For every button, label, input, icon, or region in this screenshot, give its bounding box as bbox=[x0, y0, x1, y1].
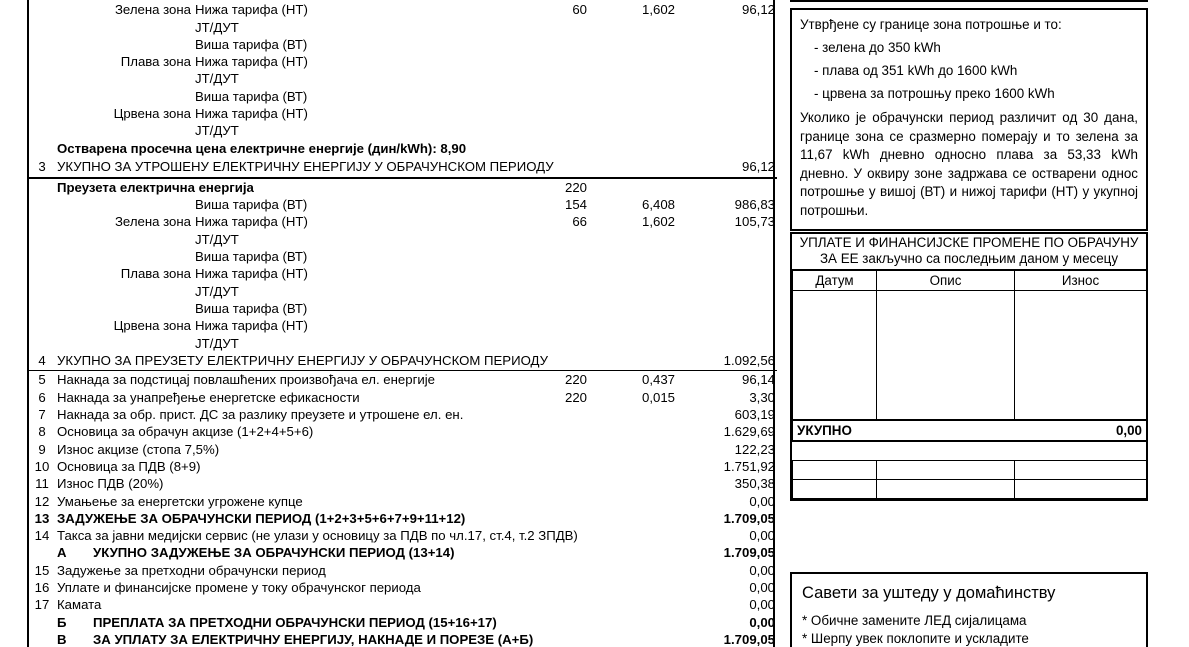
tip-item: * Обичне замените ЛЕД сијалицама bbox=[802, 613, 1027, 628]
table-row bbox=[29, 88, 777, 105]
summary-label: ПРЕПЛАТА ЗА ПРЕТХОДНИ ОБРАЧУНСКИ ПЕРИОД (15+16+17) bbox=[93, 614, 497, 630]
row-desc: Виша тарифа (ВТ) bbox=[195, 249, 308, 265]
row-desc: Износ акцизе (стопа 7,5%) bbox=[57, 441, 220, 457]
row-zone bbox=[55, 19, 193, 36]
payments-col-description: Опис bbox=[877, 271, 1015, 290]
row-price bbox=[589, 70, 677, 87]
table-row bbox=[29, 248, 777, 265]
row-number: 12 bbox=[34, 493, 50, 509]
row-qty bbox=[523, 510, 589, 527]
row-number: 6 bbox=[38, 389, 46, 405]
row-desc: Уплате и финансијске промене у току обрачунског периода bbox=[57, 579, 421, 595]
total-consumed-row bbox=[29, 158, 777, 178]
row-price bbox=[589, 53, 677, 70]
payments-spacer-cell bbox=[793, 441, 1147, 460]
row-desc: ЈТ/ДУТ bbox=[195, 71, 239, 87]
row-zone: Плава зона bbox=[120, 54, 191, 70]
row-zone bbox=[55, 70, 193, 87]
row-qty: 60 bbox=[572, 2, 587, 18]
row-price bbox=[589, 283, 677, 300]
payments-extra-row bbox=[793, 479, 1147, 498]
table-row bbox=[29, 53, 777, 70]
payments-col-date: Датум bbox=[793, 271, 877, 290]
row-number: 5 bbox=[38, 372, 46, 388]
row-desc: ЈТ/ДУТ bbox=[195, 123, 239, 139]
row-qty bbox=[523, 406, 589, 423]
row-price bbox=[589, 178, 677, 196]
summary-letter: Б bbox=[57, 614, 67, 630]
row-desc: УКУПНО ЗА ПРЕУЗЕТУ ЕЛЕКТРИЧНУ ЕНЕРГИЈУ У ОБРАЧУНСКОМ ПЕРИОДУ bbox=[55, 352, 677, 371]
row-desc: ЈТ/ДУТ bbox=[195, 231, 239, 247]
table-row bbox=[29, 105, 777, 122]
row-number bbox=[29, 105, 55, 122]
table-row bbox=[29, 265, 777, 282]
row-qty bbox=[523, 36, 589, 53]
payments-total-row bbox=[793, 420, 1147, 441]
row-number bbox=[29, 140, 55, 159]
fee-row bbox=[29, 458, 777, 475]
row-qty bbox=[523, 300, 589, 317]
row-qty: 220 bbox=[564, 179, 587, 195]
row-number bbox=[29, 53, 55, 70]
row-amount: 0,00 bbox=[749, 579, 775, 595]
row-zone: Зелена зона bbox=[114, 214, 191, 230]
row-desc bbox=[55, 614, 523, 631]
row-number: 10 bbox=[34, 458, 50, 474]
row-price bbox=[589, 596, 677, 613]
payments-and-financial-changes-box bbox=[790, 232, 1148, 501]
row-price bbox=[589, 544, 677, 561]
row-desc: Накнада за обр. прист. ДС за разлику преузете и утрошене ел. ен. bbox=[57, 407, 464, 423]
row-number: 14 bbox=[34, 528, 50, 544]
row-amount bbox=[677, 248, 777, 265]
row-amount: 0,00 bbox=[749, 562, 775, 578]
row-price: 0,437 bbox=[641, 372, 675, 388]
row-amount: 1.709,05 bbox=[677, 631, 777, 647]
row-amount bbox=[677, 283, 777, 300]
payments-cell-description[interactable] bbox=[877, 479, 1015, 498]
row-number bbox=[29, 1, 55, 18]
payments-cell-description[interactable] bbox=[877, 290, 1015, 420]
row-qty bbox=[523, 544, 589, 561]
row-number: 3 bbox=[29, 158, 55, 178]
taken-energy-header-row bbox=[29, 178, 777, 196]
table-row bbox=[29, 19, 777, 36]
summary-row bbox=[29, 614, 777, 631]
payments-cell-date[interactable] bbox=[793, 479, 877, 498]
row-price: 1,602 bbox=[641, 214, 675, 230]
payments-col-amount: Износ bbox=[1015, 271, 1147, 290]
row-amount: 0,00 bbox=[749, 528, 775, 544]
row-price bbox=[589, 423, 677, 440]
row-zone bbox=[55, 248, 193, 265]
fee-row bbox=[29, 406, 777, 423]
table-row bbox=[29, 70, 777, 87]
table-row bbox=[29, 196, 777, 213]
zones-explanation-paragraph: Уколико је обрачунски период различит од 30 дана, границе зона се сразмерно померају и то зелена за 11,67 kWh дневно односно плава за 53,33 kWh дневно. У оквиру зоне задржава се остварени однос потрошње у вишој (ВТ) и нижој тарифи (НТ) у укупној потрошњи. bbox=[800, 110, 1138, 218]
row-number: 4 bbox=[29, 352, 55, 371]
row-number: 9 bbox=[38, 441, 46, 457]
payments-cell-amount[interactable] bbox=[1015, 290, 1147, 420]
row-zone bbox=[55, 196, 193, 213]
payments-cell-amount[interactable] bbox=[1015, 460, 1147, 479]
row-price bbox=[589, 493, 677, 510]
zones-lead-text: Утврђене су границе зона потрошње и то: bbox=[800, 17, 1062, 32]
average-price-label: Остварена просечна цена електричне енергије (дин/kWh): 8,90 bbox=[57, 140, 467, 156]
row-price bbox=[589, 248, 677, 265]
summary-letter: В bbox=[57, 631, 67, 647]
row-qty bbox=[523, 19, 589, 36]
row-zone bbox=[55, 231, 193, 248]
row-price bbox=[589, 231, 677, 248]
summary-row bbox=[29, 631, 777, 647]
fee-row bbox=[29, 579, 777, 596]
row-price bbox=[589, 335, 677, 352]
payments-empty-row bbox=[793, 290, 1147, 420]
row-desc: Виша тарифа (ВТ) bbox=[195, 197, 308, 213]
row-number: 16 bbox=[34, 579, 50, 595]
row-qty bbox=[523, 283, 589, 300]
row-qty bbox=[523, 70, 589, 87]
row-amount: 0,00 bbox=[749, 614, 775, 630]
row-qty: 220 bbox=[564, 389, 587, 405]
consumption-zones-box bbox=[790, 8, 1148, 231]
row-desc: Накнада за унапређење енергетске ефикасности bbox=[57, 389, 360, 405]
row-zone bbox=[55, 36, 193, 53]
row-number: 15 bbox=[34, 562, 50, 578]
row-amount: 603,19 bbox=[734, 407, 775, 423]
row-qty bbox=[523, 475, 589, 492]
row-price bbox=[589, 441, 677, 458]
row-number: 8 bbox=[38, 424, 46, 440]
row-desc: Задужење за претходни обрачунски период bbox=[57, 562, 326, 578]
row-qty bbox=[523, 614, 589, 631]
tip-item: * Шерпу увек поклопите и ускладите bbox=[802, 631, 1029, 646]
row-qty bbox=[523, 441, 589, 458]
row-amount: 1.709,05 bbox=[723, 510, 775, 526]
row-number bbox=[29, 196, 55, 213]
row-amount: 0,00 bbox=[749, 597, 775, 613]
row-price bbox=[589, 527, 677, 544]
row-desc bbox=[55, 544, 523, 561]
summary-letter: А bbox=[57, 545, 67, 561]
row-price bbox=[589, 614, 677, 631]
row-price bbox=[589, 300, 677, 317]
row-price bbox=[589, 510, 677, 527]
row-amount: 105,73 bbox=[734, 214, 775, 230]
row-number bbox=[29, 213, 55, 230]
row-number: 17 bbox=[34, 597, 50, 613]
row-qty: 66 bbox=[572, 214, 587, 230]
row-qty: 220 bbox=[564, 372, 587, 388]
previous-paragraph-cutoff bbox=[790, 0, 1148, 2]
row-price bbox=[589, 631, 677, 647]
taken-energy-label: Преузета електрична енергија bbox=[57, 179, 254, 195]
fee-row bbox=[29, 493, 777, 510]
fee-row bbox=[29, 441, 777, 458]
row-price bbox=[589, 579, 677, 596]
row-number bbox=[29, 265, 55, 282]
payments-cell-amount[interactable] bbox=[1015, 479, 1147, 498]
fee-row bbox=[29, 562, 777, 579]
row-number bbox=[29, 614, 55, 631]
row-zone: Црвена зона bbox=[113, 318, 191, 334]
row-price bbox=[589, 88, 677, 105]
payments-cell-date[interactable] bbox=[793, 290, 877, 420]
summary-label: ЗА УПЛАТУ ЗА ЕЛЕКТРИЧНУ ЕНЕРГИЈУ, НАКНАДЕ И ПОРЕЗЕ (А+Б) bbox=[93, 631, 534, 647]
row-number bbox=[29, 300, 55, 317]
average-price-row bbox=[29, 140, 777, 159]
row-desc: Такса за јавни медијски сервис (не улази у основицу за ПДВ по чл.17, ст.4, т.2 ЗПДВ) bbox=[57, 528, 578, 544]
row-number bbox=[29, 283, 55, 300]
row-number bbox=[29, 122, 55, 139]
row-amount bbox=[677, 19, 777, 36]
row-price bbox=[589, 475, 677, 492]
row-desc: Умањење за енергетски угрожене купце bbox=[57, 493, 303, 509]
row-amount bbox=[677, 178, 777, 196]
row-desc bbox=[55, 631, 534, 647]
row-qty bbox=[523, 105, 589, 122]
row-qty: 154 bbox=[564, 197, 587, 213]
zone-bullet-blue: - плава од 351 kWh до 1600 kWh bbox=[814, 63, 1018, 78]
row-amount: 350,38 bbox=[734, 476, 775, 492]
household-savings-tips-box bbox=[790, 572, 1148, 647]
row-qty bbox=[523, 458, 589, 475]
row-amount: 1.629,69 bbox=[723, 424, 775, 440]
row-zone: Плава зона bbox=[120, 266, 191, 282]
row-number bbox=[29, 317, 55, 334]
table-row bbox=[29, 283, 777, 300]
row-number: 13 bbox=[34, 510, 50, 526]
row-number bbox=[29, 178, 55, 196]
row-desc: Виша тарифа (ВТ) bbox=[195, 300, 308, 316]
row-amount: 96,14 bbox=[741, 372, 775, 388]
consumed-energy-section bbox=[29, 0, 777, 178]
fee-row bbox=[29, 475, 777, 492]
row-zone bbox=[55, 335, 193, 352]
row-desc: Нижа тарифа (НТ) bbox=[195, 318, 308, 334]
row-qty bbox=[523, 122, 589, 139]
row-zone bbox=[55, 283, 193, 300]
row-amount: 986,83 bbox=[734, 197, 775, 213]
row-price: 1,602 bbox=[641, 2, 675, 18]
row-price bbox=[589, 562, 677, 579]
row-number bbox=[29, 544, 55, 561]
payments-title bbox=[792, 234, 1146, 271]
row-qty bbox=[523, 53, 589, 70]
row-desc: ЗАДУЖЕЊЕ ЗА ОБРАЧУНСКИ ПЕРИОД (1+2+3+5+6+7+9+11+12) bbox=[57, 510, 466, 526]
row-qty bbox=[523, 248, 589, 265]
row-qty bbox=[523, 265, 589, 282]
table-row bbox=[29, 213, 777, 230]
row-amount bbox=[677, 70, 777, 87]
row-number bbox=[29, 631, 55, 647]
row-qty bbox=[523, 493, 589, 510]
fee-row bbox=[29, 527, 777, 544]
row-amount: 96,12 bbox=[677, 158, 777, 178]
row-number bbox=[29, 88, 55, 105]
row-desc: Нижа тарифа (НТ) bbox=[195, 54, 308, 70]
row-zone bbox=[55, 122, 193, 139]
row-price bbox=[589, 458, 677, 475]
total-taken-row bbox=[29, 352, 777, 371]
row-desc: ЈТ/ДУТ bbox=[195, 283, 239, 299]
payments-header-row bbox=[793, 271, 1147, 290]
payments-total-amount: 0,00 bbox=[1015, 420, 1147, 441]
row-desc: Камата bbox=[57, 597, 102, 613]
zone-bullet-green: - зелена до 350 kWh bbox=[814, 40, 941, 55]
payments-cell-description[interactable] bbox=[877, 460, 1015, 479]
row-number bbox=[29, 335, 55, 352]
row-amount: 1.092,56 bbox=[677, 352, 777, 371]
row-desc: Основица за обрачун акцизе (1+2+4+5+6) bbox=[57, 424, 314, 440]
fee-row bbox=[29, 371, 777, 389]
row-amount bbox=[677, 105, 777, 122]
payments-table bbox=[792, 271, 1147, 499]
row-price: 6,408 bbox=[641, 197, 675, 213]
payments-cell-date[interactable] bbox=[793, 460, 877, 479]
fee-row bbox=[29, 596, 777, 613]
payments-spacer-row bbox=[793, 441, 1147, 460]
row-desc: ЈТ/ДУТ bbox=[195, 335, 239, 351]
table-row bbox=[29, 300, 777, 317]
row-qty bbox=[523, 317, 589, 334]
row-price bbox=[589, 122, 677, 139]
electricity-charges-table bbox=[27, 0, 775, 647]
charges-table bbox=[29, 0, 777, 647]
row-amount bbox=[677, 300, 777, 317]
row-qty bbox=[523, 88, 589, 105]
row-qty bbox=[523, 423, 589, 440]
payments-title-line1: УПЛАТЕ И ФИНАНСИЈСКЕ ПРОМЕНЕ ПО ОБРАЧУНУ bbox=[799, 235, 1139, 250]
row-amount bbox=[677, 317, 777, 334]
payments-title-line2: ЗА ЕЕ закључно са последњим даном у месецу bbox=[819, 251, 1119, 266]
row-qty bbox=[523, 596, 589, 613]
zone-bullet-red: - црвена за потрошњу преко 1600 kWh bbox=[814, 86, 1055, 101]
row-number bbox=[29, 231, 55, 248]
row-desc: Накнада за подстицај повлашћених произвођача ел. енергије bbox=[57, 372, 436, 388]
row-zone: Зелена зона bbox=[114, 2, 191, 18]
row-price bbox=[589, 406, 677, 423]
row-amount bbox=[677, 335, 777, 352]
row-amount bbox=[677, 36, 777, 53]
row-desc: Нижа тарифа (НТ) bbox=[195, 2, 308, 18]
row-desc: Нижа тарифа (НТ) bbox=[195, 106, 308, 122]
row-price bbox=[589, 36, 677, 53]
row-price bbox=[589, 317, 677, 334]
row-qty bbox=[523, 562, 589, 579]
row-amount bbox=[677, 53, 777, 70]
fee-row bbox=[29, 510, 777, 527]
row-number bbox=[29, 70, 55, 87]
row-amount: 122,23 bbox=[734, 441, 775, 457]
row-zone bbox=[55, 88, 193, 105]
row-amount bbox=[677, 88, 777, 105]
row-price: 0,015 bbox=[641, 389, 675, 405]
tips-title: Савети за уштеду у домаћинству bbox=[802, 584, 1056, 602]
table-row bbox=[29, 231, 777, 248]
row-amount: 0,00 bbox=[749, 493, 775, 509]
taken-energy-section bbox=[29, 178, 777, 371]
row-qty bbox=[523, 579, 589, 596]
fee-row bbox=[29, 423, 777, 440]
row-desc: Нижа тарифа (НТ) bbox=[195, 266, 308, 282]
row-zone: Црвена зона bbox=[113, 106, 191, 122]
summary-row bbox=[29, 544, 777, 561]
row-price bbox=[589, 105, 677, 122]
row-amount: 1.709,05 bbox=[723, 545, 775, 561]
fees-and-taxes-section bbox=[29, 371, 777, 647]
row-desc: УКУПНО ЗА УТРОШЕНУ ЕЛЕКТРИЧНУ ЕНЕРГИЈУ У ОБРАЧУНСКОМ ПЕРИОДУ bbox=[55, 158, 677, 178]
row-desc: Виша тарифа (ВТ) bbox=[195, 88, 308, 104]
row-number: 7 bbox=[38, 407, 46, 423]
table-row bbox=[29, 335, 777, 352]
row-amount bbox=[677, 122, 777, 139]
summary-label: УКУПНО ЗАДУЖЕЊЕ ЗА ОБРАЧУНСКИ ПЕРИОД (13+14) bbox=[93, 545, 455, 561]
row-amount bbox=[677, 265, 777, 282]
row-qty bbox=[523, 335, 589, 352]
row-amount: 96,12 bbox=[741, 2, 775, 18]
row-amount: 1.751,92 bbox=[723, 458, 775, 474]
row-desc: Основица за ПДВ (8+9) bbox=[57, 458, 201, 474]
row-number bbox=[29, 248, 55, 265]
row-price bbox=[589, 19, 677, 36]
row-zone bbox=[55, 300, 193, 317]
row-desc: ЈТ/ДУТ bbox=[195, 19, 239, 35]
fee-row bbox=[29, 389, 777, 406]
row-amount: 3,30 bbox=[749, 389, 775, 405]
row-desc: Нижа тарифа (НТ) bbox=[195, 214, 308, 230]
row-price bbox=[589, 265, 677, 282]
table-row bbox=[29, 36, 777, 53]
row-amount bbox=[677, 231, 777, 248]
row-desc: Износ ПДВ (20%) bbox=[57, 476, 164, 492]
row-number: 11 bbox=[35, 476, 49, 492]
table-row bbox=[29, 317, 777, 334]
table-row bbox=[29, 1, 777, 18]
row-number bbox=[29, 19, 55, 36]
row-desc: Виша тарифа (ВТ) bbox=[195, 36, 308, 52]
row-number bbox=[29, 36, 55, 53]
row-qty bbox=[523, 231, 589, 248]
payments-extra-row bbox=[793, 460, 1147, 479]
table-row bbox=[29, 122, 777, 139]
payments-total-label: УКУПНО bbox=[793, 420, 1015, 441]
